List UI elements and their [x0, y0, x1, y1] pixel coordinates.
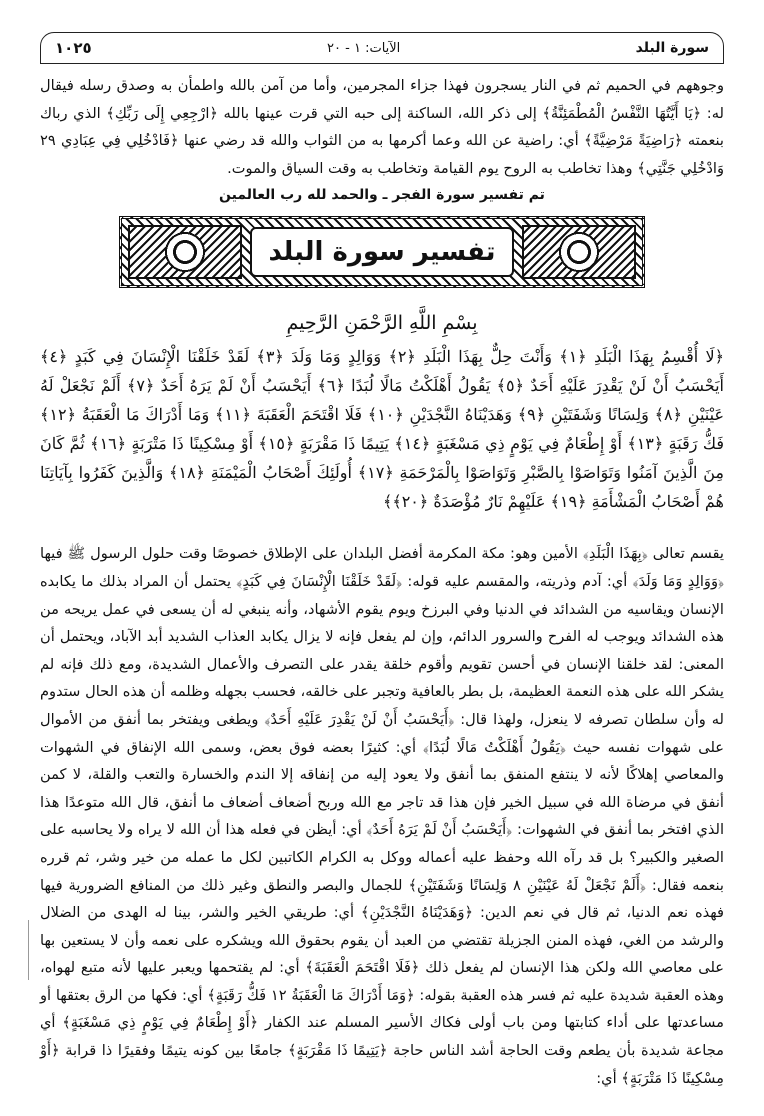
surah-name: سورة البلد: [635, 40, 709, 56]
surah-title-banner: [119, 216, 645, 288]
ornament-right-icon: [522, 225, 636, 279]
previous-surah-tafsir: وجوههم في الحميم ثم في النار يسجرون فهذا جزاء المجرمين، وأما من آمن بالله واطمأن به وصدق رسله فيقال له: ﴿يَا أَيَّتُهَا النَّفْسُ الْمُطْمَئِنَّةُ﴾ إلى ذكر الله، الساكنة إلى حبه التي قرت عينها بالله ﴿ارْجِعِي إِلَى رَبِّكِ﴾ الذي رباك بنعمته ﴿رَاضِيَةً مَرْضِيَّةً﴾ أي: راضية عن الله وعما أكرمها به من الثواب والله قد رضي عنها ﴿فَادْخُلِي فِي عِبَادِي ٢٩ وَادْخُلِي جَنَّتِي﴾ وهذا تخاطب به الروح يوم القيامة وتخاطب به وقت السياق والموت.: [40, 77, 724, 177]
surah-end-note: تم تفسير سورة الفجر ـ والحمد لله رب العالمين: [219, 187, 545, 204]
page-header: [40, 32, 724, 64]
quran-verses: ﴿لَا أُقْسِمُ بِهَذَا الْبَلَدِ ﴿١﴾ وَأَنْتَ حِلٌّ بِهَذَا الْبَلَدِ ﴿٢﴾ وَوَالِدٍ وَمَا وَلَدَ ﴿٣﴾ لَقَدْ خَلَقْنَا الْإِنْسَانَ فِي كَبَدٍ ﴿٤﴾ أَيَحْسَبُ أَنْ لَنْ يَقْدِرَ عَلَيْهِ أَحَدٌ ﴿٥﴾ يَقُولُ أَهْلَكْتُ مَالًا لُبَدًا ﴿٦﴾ أَيَحْسَبُ أَنْ لَمْ يَرَهُ أَحَدٌ ﴿٧﴾ أَلَمْ نَجْعَلْ لَهُ عَيْنَيْنِ ﴿٨﴾ وَلِسَانًا وَشَفَتَيْنِ ﴿٩﴾ وَهَدَيْنَاهُ النَّجْدَيْنِ ﴿١٠﴾ فَلَا اقْتَحَمَ الْعَقَبَةَ ﴿١١﴾ وَمَا أَدْرَاكَ مَا الْعَقَبَةُ ﴿١٢﴾ فَكُّ رَقَبَةٍ ﴿١٣﴾ أَوْ إِطْعَامٌ فِي يَوْمٍ ذِي مَسْغَبَةٍ ﴿١٤﴾ يَتِيمًا ذَا مَقْرَبَةٍ ﴿١٥﴾ أَوْ مِسْكِينًا ذَا مَتْرَبَةٍ ﴿١٦﴾ ثُمَّ كَانَ مِنَ الَّذِينَ آمَنُوا وَتَوَاصَوْا بِالصَّبْرِ وَتَوَاصَوْا بِالْمَرْحَمَةِ ﴿١٧﴾ أُولَئِكَ أَصْحَابُ الْمَيْمَنَةِ ﴿١٨﴾ وَالَّذِينَ كَفَرُوا بِآيَاتِنَا هُمْ أَصْحَابُ الْمَشْأَمَةِ ﴿١٩﴾ عَلَيْهِمْ نَارٌ مُؤْصَدَةٌ ﴿٢٠﴾﴾: [40, 347, 725, 512]
margin-mark: [28, 920, 29, 980]
ayat-range: الآيات: ١ - ٢٠: [327, 40, 401, 56]
tafsir-body: يقسم تعالى ﴿بِهَذَا الْبَلَدِ﴾ الأمين وهو: مكة المكرمة أفضل البلدان على الإطلاق خصوصًا وقت حلول الرسول ﷺ فيها ﴿وَوَالِدٍ وَمَا وَلَدَ﴾ أي: آدم وذريته، والمقسم عليه قوله: ﴿لَقَدْ خَلَقْنَا الْإِنْسَانَ فِي كَبَدٍ﴾ يحتمل أن المراد بذلك ما يكابده الإنسان ويقاسيه من الشدائد في الدنيا وفي البرزخ ويوم يقوم الأشهاد، وأنه ينبغي له أن يسعى في عمل يريحه من هذه الشدائد ويوجب له الفرح والسرور الدائم، وإن لم يفعل فإنه لا يزال يكابد العذاب الشديد أبد الآباد، ويحتمل أن المعنى: لقد خلقنا الإنسان في أحسن تقويم وأقوم خلقة يقدر على التصرف والأعمال الشديدة، ومع ذلك فإنه لم يشكر الله على هذه النعمة العظيمة، بل بطر بالعافية وتجبر على خالقه، فحسب بجهله وظلمه أن هذه الحال ستدوم له وأن سلطان تصرفه لا ينعزل، ولهذا قال: ﴿أَيَحْسَبُ أَنْ لَنْ يَقْدِرَ عَلَيْهِ أَحَدٌ﴾ ويطغى ويفتخر بما أنفق من الأموال على شهوات نفسه حيث ﴿يَقُولُ أَهْلَكْتُ مَالًا لُبَدًا﴾ أي: كثيرًا بعضه فوق بعض، وسمى الله الإنفاق في الشهوات والمعاصي إهلاكًا لأنه لا ينتفع المنفق بما أنفق ولا يعود إليه من إنفاقه إلا الندم والخسارة والتعب والقلة، لا كمن أنفق في مرضاة الله في سبيل الخير فإن هذا قد تاجر مع الله وربح أضعاف أضعاف ما أنفق، قال الله متوعدًا هذا الذي افتخر بما أنفق في الشهوات: ﴿أَيَحْسَبُ أَنْ لَمْ يَرَهُ أَحَدٌ﴾ أي: أيظن في فعله هذا أن الله لا يراه ولا يحاسبه على الصغير والكبير؟ بل قد رآه الله وحفظ عليه أعماله ووكل به الكرام الكاتبين لكل ما عمله من خير وشر، ثم قرره بنعمه فقال: ﴿أَلَمْ نَجْعَلْ لَهُ عَيْنَيْنِ ٨ وَلِسَانًا وَشَفَتَيْنِ﴾ للجمال والبصر والنطق وغير ذلك من المنافع الضرورية فيها فهذه نعم الدنيا، ثم قال في نعم الدين: ﴿وَهَدَيْنَاهُ النَّجْدَيْنِ﴾ أي: طريقي الخير والشر، بينا له الهدى من الضلال والرشد من الغي، فهذه المنن الجزيلة تقتضي من العبد أن يقوم بحقوق الله ويشكره على نعمه وأن لا يستعين بها على معاصي الله ولكن هذا الإنسان لم يفعل ذلك ﴿فَلَا اقْتَحَمَ الْعَقَبَةَ﴾ أي: لم يقتحمها ويعبر عليها لأنه متبع لهواه، وهذه العقبة شديدة عليه ثم فسر هذه العقبة بقوله: ﴿وَمَا أَدْرَاكَ مَا الْعَقَبَةُ ١٢ فَكُّ رَقَبَةٍ﴾ أي: فكها من الرق بعتقها أو مساعدتها على أداء كتابتها ومن باب أولى فكاك الأسير المسلم عند الكفار ﴿أَوْ إِطْعَامٌ فِي يَوْمٍ ذِي مَسْغَبَةٍ﴾ أي مجاعة شديدة بأن يطعم وقت الحاجة أشد الناس حاجة ﴿يَتِيمًا ذَا مَقْرَبَةٍ﴾ جامعًا بين كونه يتيمًا وفقيرًا ذا قرابة ﴿أَوْ مِسْكِينًا ذَا مَتْرَبَةٍ﴾ أي:: [40, 545, 725, 1087]
ornament-left-icon: [128, 225, 242, 279]
page: [40, 32, 724, 1092]
surah-title: تفسير سورة البلد: [250, 227, 514, 277]
basmala: بِسْمِ اللَّهِ الرَّحْمَنِ الرَّحِيمِ: [286, 312, 478, 335]
page-number: ١٠٢٥: [55, 39, 92, 57]
